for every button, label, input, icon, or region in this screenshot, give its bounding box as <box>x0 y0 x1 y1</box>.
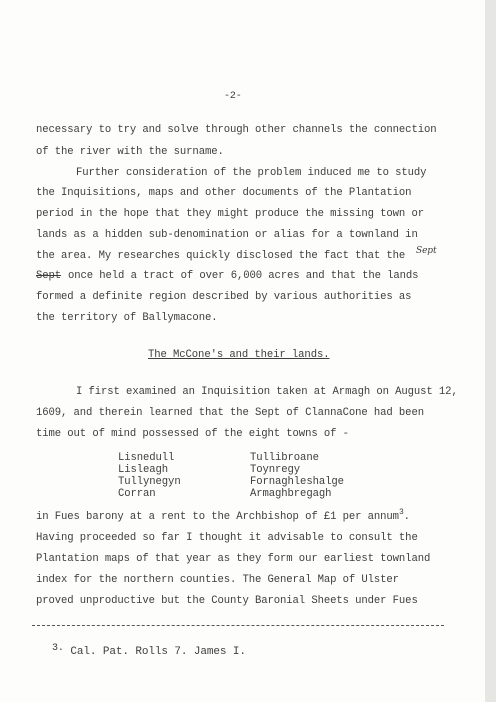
body-line-4: the Inquisitions, maps and other documents of the Plantation <box>36 187 412 199</box>
body-line-9: formed a definite region described by various authorities as <box>36 291 412 303</box>
footnote-separator <box>32 625 444 626</box>
para3-line-1-text: in Fues barony at a rent to the Archbishop of £1 per annum <box>36 511 399 523</box>
para3-line-3: Plantation maps of that year as they form our earliest townland <box>36 553 431 565</box>
footnote-number: 3. <box>52 643 64 654</box>
struck-word: Sept <box>36 270 62 282</box>
page-number: -2- <box>224 91 242 102</box>
body-line-1: necessary to try and solve through other channels the connection <box>36 124 437 136</box>
footnote-text: Cal. Pat. Rolls 7. James I. <box>70 646 246 658</box>
body-line-10: the territory of Ballymacone. <box>36 312 218 324</box>
page-edge <box>485 0 496 702</box>
town-list-right-1: Tullibroane <box>250 452 319 464</box>
town-list-right-3: Fornaghleshalge <box>250 476 344 488</box>
town-list-right-2: Toynregy <box>250 464 301 476</box>
footnote <box>52 643 246 658</box>
para3-line-2: Having proceeded so far I thought it advisable to consult the <box>36 532 418 544</box>
para3-line-5: proved unproductive but the County Baronial Sheets under Fues <box>36 595 418 607</box>
body-line-3: Further consideration of the problem induced me to study <box>76 167 427 179</box>
footnote-reference: 3 <box>398 508 404 517</box>
para3-line-1 <box>36 508 410 523</box>
para2-line-1: I first examined an Inquisition taken at Armagh on August 12, <box>76 386 458 398</box>
town-list-left-3: Tullynegyn <box>118 476 181 488</box>
handwritten-insert: Sept <box>416 246 437 256</box>
period: . <box>403 511 410 523</box>
para2-line-3: time out of mind possessed of the eight towns of - <box>36 428 349 440</box>
section-heading: The McCone's and their lands. <box>148 349 330 361</box>
body-line-7: the area. My researches quickly disclosed the fact that the <box>36 250 406 262</box>
town-list-right-4: Armaghbregagh <box>250 488 332 500</box>
body-line-5: period in the hope that they might produce the missing town or <box>36 208 424 220</box>
body-line-2: of the river with the surname. <box>36 146 224 158</box>
town-list-left-2: Lisleagh <box>118 464 169 476</box>
para2-line-2: 1609, and therein learned that the Sept of ClannaCone had been <box>36 407 424 419</box>
town-list-left-1: Lisnedull <box>118 452 175 464</box>
para3-line-4: index for the northern counties. The General Map of Ulster <box>36 574 399 586</box>
body-line-6: lands as a hidden sub-denomination or alias for a townland in <box>36 229 418 241</box>
body-line-8: once held a tract of over 6,000 acres and that the lands <box>68 270 419 282</box>
town-list-left-4: Corran <box>118 488 156 500</box>
